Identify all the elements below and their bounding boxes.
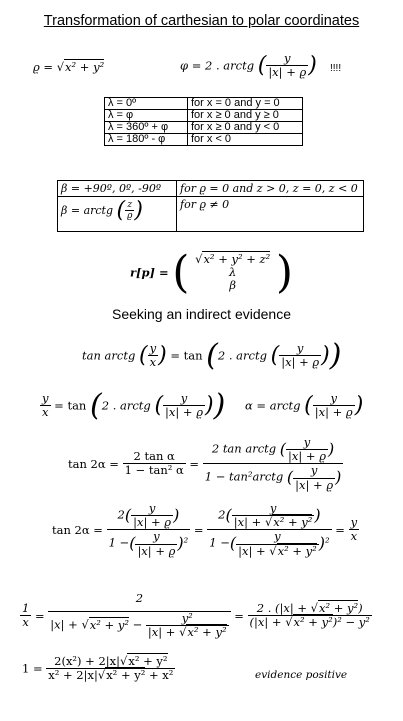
equation-2: $\frac{y}{x}$ = tan (2 . arctg ( $\frac{y}{|x| + ϱ}$ )) xyxy=(42,388,226,423)
equation-5: $\frac{1}{x}$ = 2 |x| + √x² + y² − $\frac{\text{y²}}{\text{|x| + √x² + y²}}$ = $\frac{\text{2 . (|x| + √x² + y²)}}{\text{(|x| + √x² + y²)² − y²}}$ xyxy=(22,591,370,640)
lambda-table xyxy=(104,97,303,146)
page-title: Transformation of carthesian to polar coordinates xyxy=(43,13,360,29)
equation-6: 1 = $\frac{\text{2(x²) + 2|x|√x² + y²}}{\text{x² + 2|x|√x² + y² + x²}}$ xyxy=(22,654,174,683)
section-heading: Seeking an indirect evidence xyxy=(111,306,291,322)
table-row: λ = 0º for x = 0 and y = 0 xyxy=(105,98,303,110)
equation-4: tan 2α = 2( $\frac{y}{|x| + ϱ}$ ) 1 −( $\frac{y}{|x| + ϱ}$ )² = 2( $\frac{y}{\text{|x| + √x² + y²}}$ ) 1 −( $\frac{y}{\text{|x| + √x² + y²}}$ )² = $\frac{y}{x}$ xyxy=(52,501,358,558)
position-vector: r[p] = ( √x² + y² + z² λ β ) xyxy=(130,247,294,298)
rho-definition: ϱ = √x² + y² xyxy=(33,60,105,74)
beta-table xyxy=(57,180,364,232)
table-row: β = +90º, 0º, -90º for ϱ = 0 and z > 0, z = 0, z < 0 xyxy=(58,181,364,197)
table-row: λ = 180º - φ for x < 0 xyxy=(105,134,303,146)
table-row: λ = 360º + φ for x ≥ 0 and y < 0 xyxy=(105,122,303,134)
table-row: λ = φ for x ≥ 0 and y ≥ 0 xyxy=(105,110,303,122)
alpha-definition: α = arctg ( $\frac{y}{|x| + ϱ}$ ) xyxy=(245,391,364,420)
table-row: β = arctg ( $\frac{z}{ϱ}$ ) for ϱ ≠ 0 xyxy=(58,197,364,232)
evidence-label: evidence positive xyxy=(255,669,348,681)
phi-definition: φ = 2 . arctg ( $\frac{y}{|x| + ϱ}$ ) xyxy=(180,51,317,80)
equation-3: tan 2α = $\frac{\text{2 tan α}}{\text{1 − tan² α}}$ = 2 tan arctg ( $\frac{y}{|x| + ϱ}$ ) 1 − tan²arctg ( $\frac{y}{|x| + ϱ}$ ) xyxy=(68,435,342,492)
exclamation: !!!! xyxy=(330,63,342,74)
equation-1: tan arctg ( $\frac{y}{x}$ ) = tan (2 . arctg ( $\frac{y}{|x| + ϱ}$ )) xyxy=(82,338,342,373)
